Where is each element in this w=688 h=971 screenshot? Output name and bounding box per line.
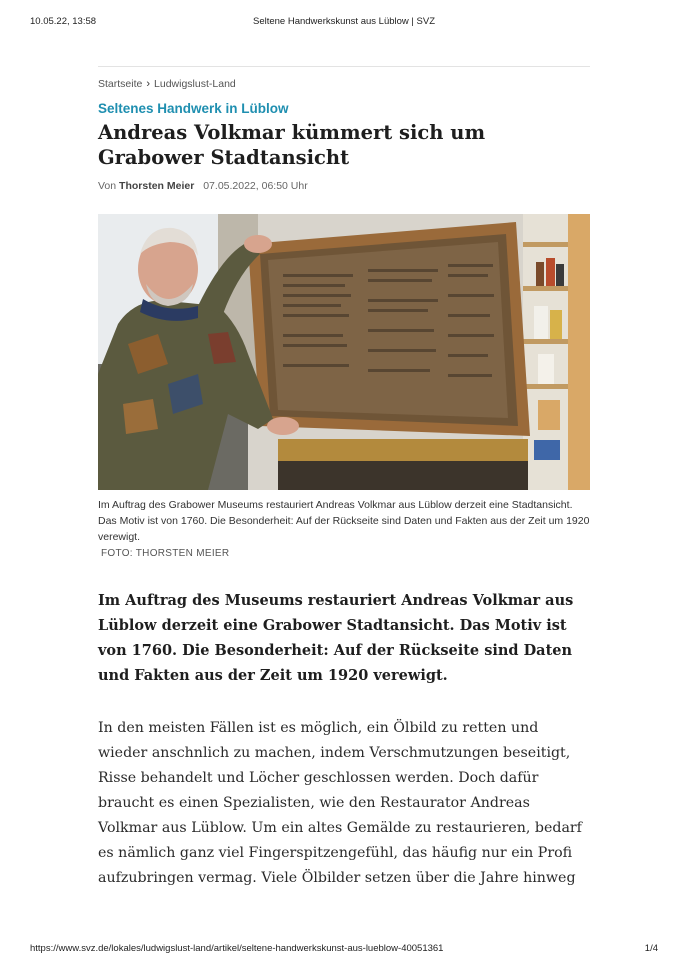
article [98, 66, 590, 891]
article-headline: Andreas Volkmar kümmert sich um Grabower Stadtansicht [98, 121, 486, 169]
photo-illustration [98, 214, 590, 490]
print-page-title: Seltene Handwerkskunst aus Lüblow | SVZ [252, 16, 435, 27]
article-lead: Im Auftrag des Museums restauriert Andreas Volkmar aus Lüblow derzeit eine Grabower Stadtansicht. Das Motiv ist von 1760. Die Besonderheit: Auf der Rückseite sind Daten und Fakten aus der Zeit um 1920 verewigt. [98, 592, 574, 684]
divider [98, 66, 590, 67]
photo-credit: FOTO: THORSTEN MEIER [101, 548, 230, 559]
chevron-right-icon: › [146, 78, 151, 90]
author-link[interactable]: Thorsten Meier [119, 180, 195, 192]
print-datetime: 10.05.22, 13:58 [30, 16, 97, 27]
breadcrumb-home-link[interactable]: Startseite [98, 78, 143, 90]
print-url: https://www.svz.de/lokales/ludwigslust-land/artikel/seltene-handwerkskunst-aus-lueblow-40051361 [30, 943, 444, 954]
print-header [0, 16, 688, 30]
article-kicker: Seltenes Handwerk in Lüblow [98, 101, 289, 116]
publish-date: 07.05.2022, 06:50 Uhr [203, 180, 308, 192]
caption-text: Im Auftrag des Grabower Museums restauriert Andreas Volkmar aus Lüblow derzeit eine Stadtansicht. Das Motiv ist von 1760. Die Besonderheit: Auf der Rückseite sind Daten und Fakten aus der Zeit um 1920 verewigt. [98, 499, 590, 543]
photo-caption [98, 497, 590, 562]
print-page-number: 1/4 [644, 943, 658, 954]
article-photo [98, 214, 590, 490]
byline [98, 180, 590, 192]
article-body: In den meisten Fällen ist es möglich, ein Ölbild zu retten und wieder anschnlich zu machen, indem Verschmutzungen beseitigt, Risse behandelt und Löcher geschlossen werden. Doch dafür braucht es einen Spezialisten, wie den Restaurator Andreas Volkmar aus Lüblow. Um ein altes Gemälde zu restaurieren, bedarf es nämlich ganz viel Fingerspitzengefühl, das häufig nur ein Profi aufzubringen vermag. Viele Ölbilder setzen über die Jahre hinweg [98, 720, 582, 886]
byline-prefix: Von [98, 180, 117, 192]
breadcrumb-section-link[interactable]: Ludwigslust-Land [154, 78, 236, 90]
breadcrumb [98, 77, 590, 91]
